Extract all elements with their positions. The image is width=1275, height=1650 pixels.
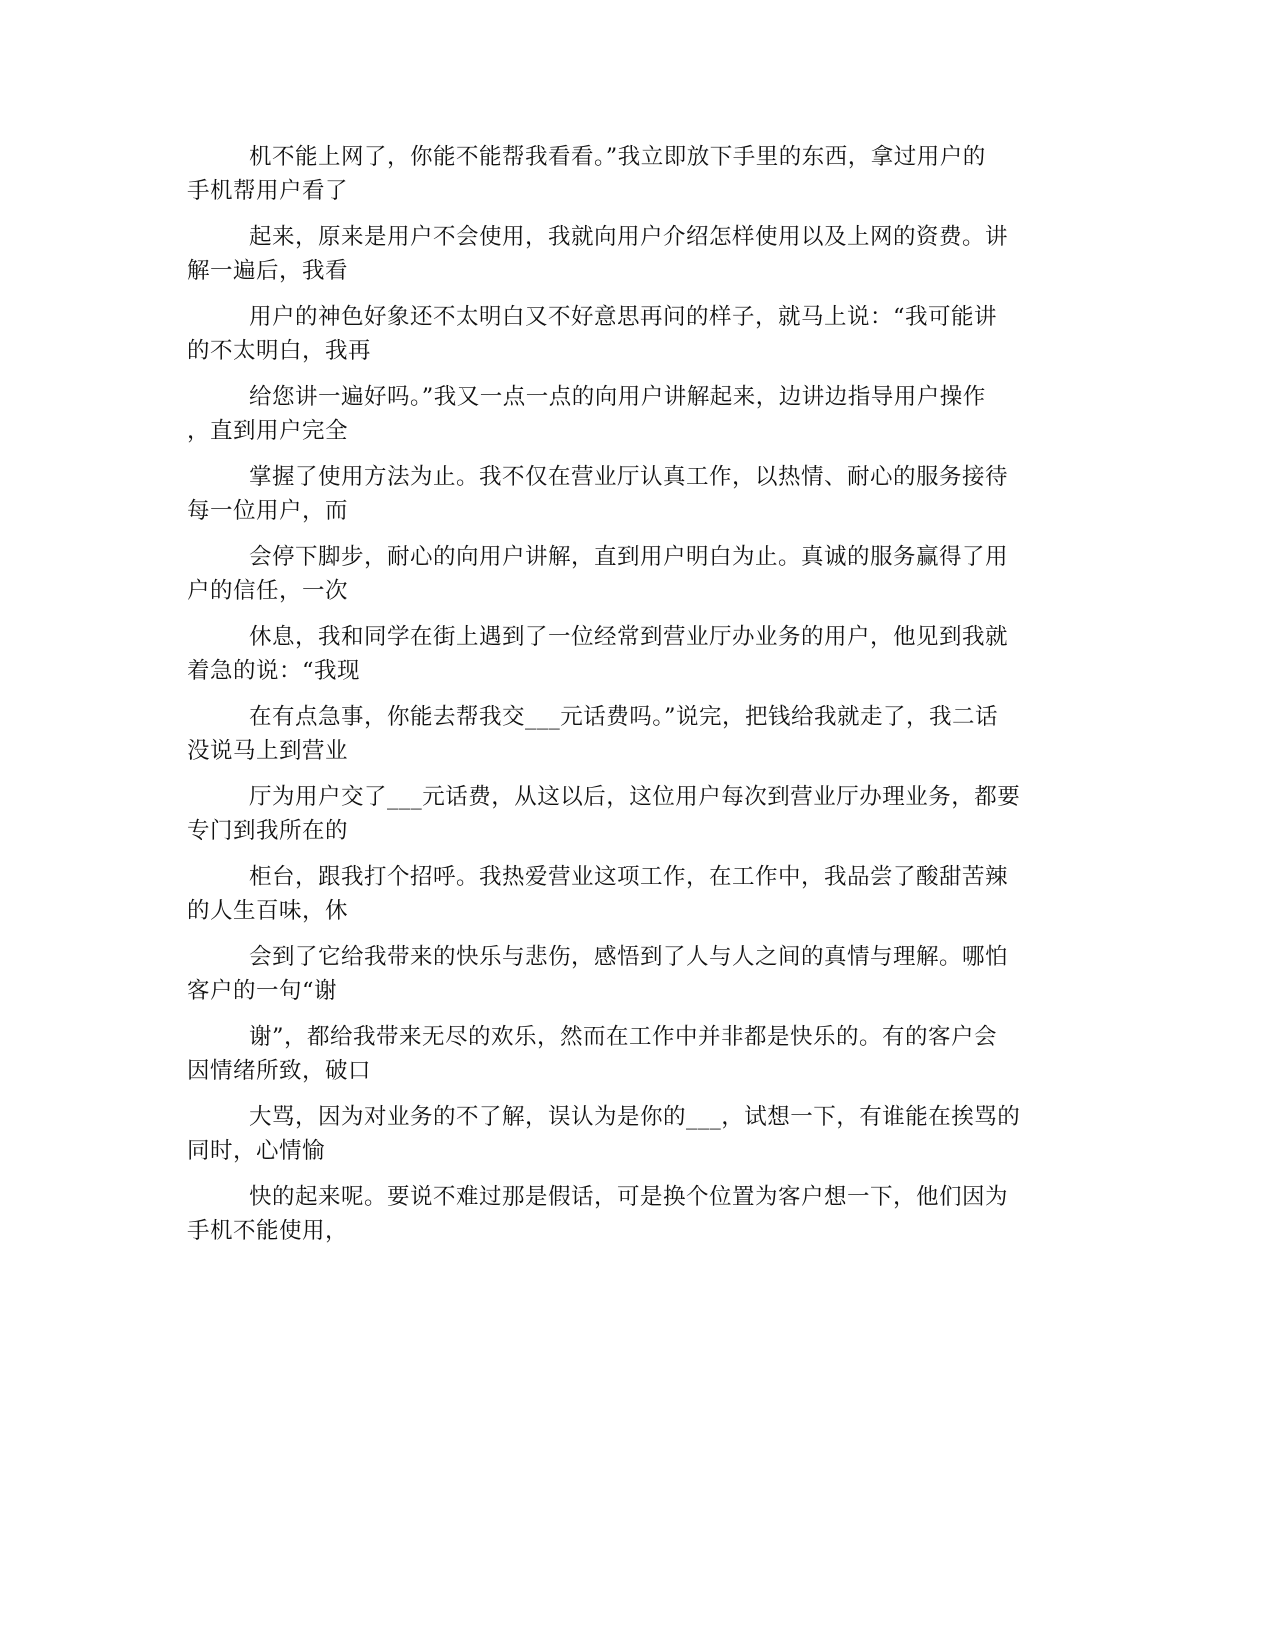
paragraph-line: 因情绪所致，破口 <box>187 1058 372 1084</box>
paragraph-line: 的不太明白，我再 <box>187 338 372 364</box>
paragraph-1 <box>187 140 1087 208</box>
paragraph-line: 休息，我和同学在街上遇到了一位经常到营业厅办业务的用户，他见到我就 <box>249 624 1009 650</box>
paragraph-13 <box>187 1100 1087 1168</box>
paragraph-12 <box>187 1020 1087 1088</box>
paragraph-line: 谢”，都给我带来无尽的欢乐，然而在工作中并非都是快乐的。有的客户会 <box>249 1024 998 1050</box>
paragraph-line: 起来，原来是用户不会使用，我就向用户介绍怎样使用以及上网的资费。讲 <box>249 224 1009 250</box>
paragraph-line: 客户的一句“谢 <box>187 978 338 1004</box>
paragraph-line: 的人生百味，休 <box>187 898 349 924</box>
paragraph-line: ，直到用户完全 <box>187 418 349 444</box>
paragraph-line: 机不能上网了，你能不能帮我看看。”我立即放下手里的东西，拿过用户的 <box>249 144 986 170</box>
paragraph-9 <box>187 780 1087 848</box>
paragraph-line: 给您讲一遍好吗。”我又一点一点的向用户讲解起来，边讲边指导用户操作 <box>249 384 986 410</box>
paragraph-line: 手机不能使用， <box>187 1218 349 1244</box>
paragraph-line: 手机帮用户看了 <box>187 178 349 204</box>
paragraph-line: 会到了它给我带来的快乐与悲伤，感悟到了人与人之间的真情与理解。哪怕 <box>249 944 1009 970</box>
paragraph-line: 户的信任，一次 <box>187 578 349 604</box>
paragraph-line: 解一遍后，我看 <box>187 258 349 284</box>
paragraph-14 <box>187 1180 1087 1248</box>
paragraph-line: 同时，心情愉 <box>187 1138 326 1164</box>
paragraph-11 <box>187 940 1087 1008</box>
paragraph-7 <box>187 620 1087 688</box>
paragraph-line: 大骂，因为对业务的不了解，误认为是你的___，试想一下，有谁能在挨骂的 <box>249 1104 1021 1130</box>
paragraph-line: 厅为用户交了___元话费，从这以后，这位用户每次到营业厅办理业务，都要 <box>249 784 1021 810</box>
paragraph-2 <box>187 220 1087 288</box>
paragraph-line: 在有点急事，你能去帮我交___元话费吗。”说完，把钱给我就走了，我二话 <box>249 704 999 730</box>
paragraph-line: 每一位用户，而 <box>187 498 349 524</box>
paragraph-line: 快的起来呢。要说不难过那是假话，可是换个位置为客户想一下，他们因为 <box>249 1184 1009 1210</box>
paragraph-line: 专门到我所在的 <box>187 818 349 844</box>
paragraph-6 <box>187 540 1087 608</box>
document-body <box>187 140 1087 1260</box>
paragraph-line: 柜台，跟我打个招呼。我热爱营业这项工作，在工作中，我品尝了酸甜苦辣 <box>249 864 1009 890</box>
paragraph-line: 会停下脚步，耐心的向用户讲解，直到用户明白为止。真诚的服务赢得了用 <box>249 544 1009 570</box>
paragraph-10 <box>187 860 1087 928</box>
paragraph-line: 用户的神色好象还不太明白又不好意思再问的样子，就马上说：“我可能讲 <box>249 304 998 330</box>
paragraph-4 <box>187 380 1087 448</box>
paragraph-5 <box>187 460 1087 528</box>
paragraph-line: 没说马上到营业 <box>187 738 349 764</box>
paragraph-8 <box>187 700 1087 768</box>
paragraph-3 <box>187 300 1087 368</box>
paragraph-line: 着急的说：“我现 <box>187 658 361 684</box>
paragraph-line: 掌握了使用方法为止。我不仅在营业厅认真工作，以热情、耐心的服务接待 <box>249 464 1009 490</box>
